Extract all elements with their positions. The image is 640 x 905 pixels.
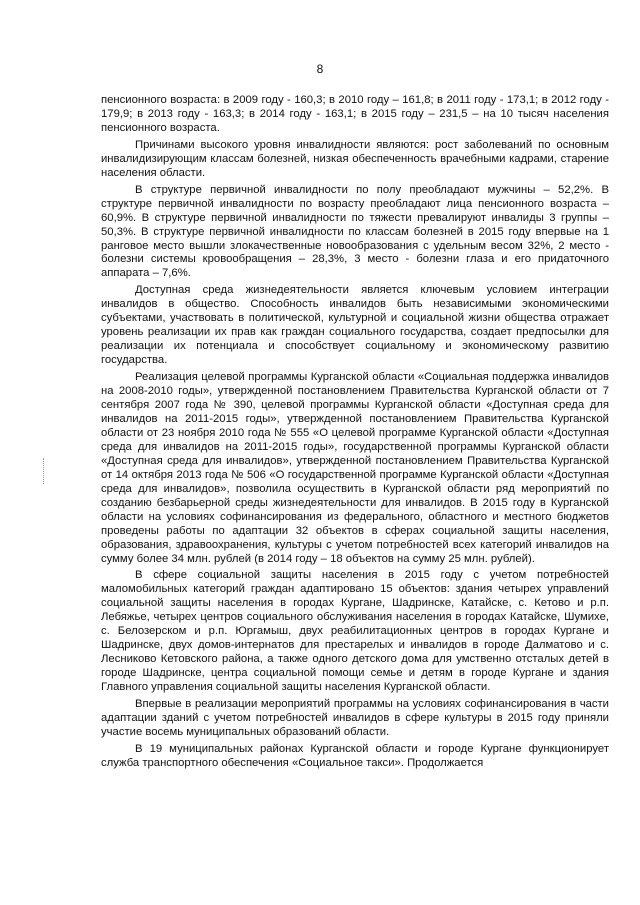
- paragraph-social-taxi: В 19 муниципальных районах Курганской области и городе Кургане функционирует служба транспортного обеспечения «Социальное такси». Продолжается: [101, 742, 609, 769]
- paragraph-program-implementation: Реализация целевой программы Курганской области «Социальная поддержка инвалидов на 2008-2010 годы», утвержденной постановлением Правительства Курганской области от 7 сентября 2007 года № 390, целевой программы Курганской области «Доступная среда для инвалидов на 2011-2015 годы», утвержденной постановлением Правительства Курганской области от 23 ноября 2010 года № 555 «О целевой программе Курганской области «Доступная среда для инвалидов на 2011-2015 годы», государственной программы Курганской области «Доступная среда для инвалидов», утвержденной постановлением Правительства Курганской от 14 октября 2013 года № 506 «О государственной программе Курганской области «Доступная среда для инвалидов», позволила осуществить в Курганской области ряд мероприятий по созданию безбарьерной среды жизнедеятельности для инвалидов. В 2015 году в Курганской области на условиях софинансирования из федерального, областного и местного бюджетов проведены работы по адаптации 32 объектов в сферах социальной защиты населения, образования, здравоохранения, культуры с учетом потребностей всех категорий инвалидов на сумму более 34 млн. рублей (в 2014 году – 18 объектов на сумму 25 млн. рублей).: [101, 371, 609, 565]
- paragraph-social-protection: В сфере социальной защиты населения в 2015 году с учетом потребностей маломобильных категорий граждан адаптировано 15 объектов: здания четырех управлений социальной защиты населения в городах Кургане, Шадринске, Катайске, с. Кетово и р.п. Лебяжье, четырех центров социального обслуживания населения в городах Катайске, Шумихе, с. Белозерском и р.п. Юргамыш, двух реабилитационных центров в городах Кургане и Шадринске, двух домов-интернатов для престарелых и инвалидов в городе Далматово и с. Лесниково Кетовского района, а также одного детского дома для умственно отсталых детей в городе Шадринске, центра социальной помощи семье и детям в городе Кургане и здания Главного управления социальной защиты населения Курганской области.: [101, 569, 609, 694]
- paragraph-pension-age-stats: пенсионного возраста: в 2009 году - 160,3; в 2010 году – 161,8; в 2011 году - 173,1; в 2012 году - 179,9; в 2013 году - 163,3; в 2014 году - 163,1; в 2015 году – 231,5 – на 10 тысяч населения пенсионного возраста.: [101, 94, 609, 134]
- paragraph-culture-adaptation: Впервые в реализации мероприятий программы на условиях софинансирования в части адаптации зданий с учетом потребностей инвалидов в сфере культуры в 2015 году приняли участие восемь муниципальных образований области.: [101, 698, 609, 738]
- paragraph-disability-structure: В структуре первичной инвалидности по полу преобладают мужчины – 52,2%. В структуре первичной инвалидности по возрасту преобладают лица пенсионного возраста – 60,9%. В структуре первичной инвалидности по тяжести превалируют инвалиды 3 группы – 50,3%. В структуре первичной инвалидности по классам болезней в 2015 году впервые на 1 ранговое место вышли злокачественные новообразования с удельным весом 32%, 2 место - болезни системы кровообращения – 28,3%, 3 место - болезни глаза и его придаточного аппарата – 7,6%.: [101, 183, 609, 280]
- margin-mark: [43, 458, 48, 484]
- paragraph-disability-causes: Причинами высокого уровня инвалидности являются: рост заболеваний по основным инвалидизирующим классам болезней, низкая обеспеченность врачебными кадрами, старение населения области.: [101, 138, 609, 179]
- document-body: [101, 94, 609, 774]
- paragraph-accessible-environment: Доступная среда жизнедеятельности является ключевым условием интеграции инвалидов в общество. Способность инвалидов быть независимыми экономическими субъектами, участвовать в политической, культурной и социальной жизни общества отражает уровень реализации их прав как граждан социального государства, создает предпосылки для реализации их потенциала и способствует социальному и экономическому развитию государства.: [101, 284, 609, 367]
- page-number: 8: [316, 62, 324, 76]
